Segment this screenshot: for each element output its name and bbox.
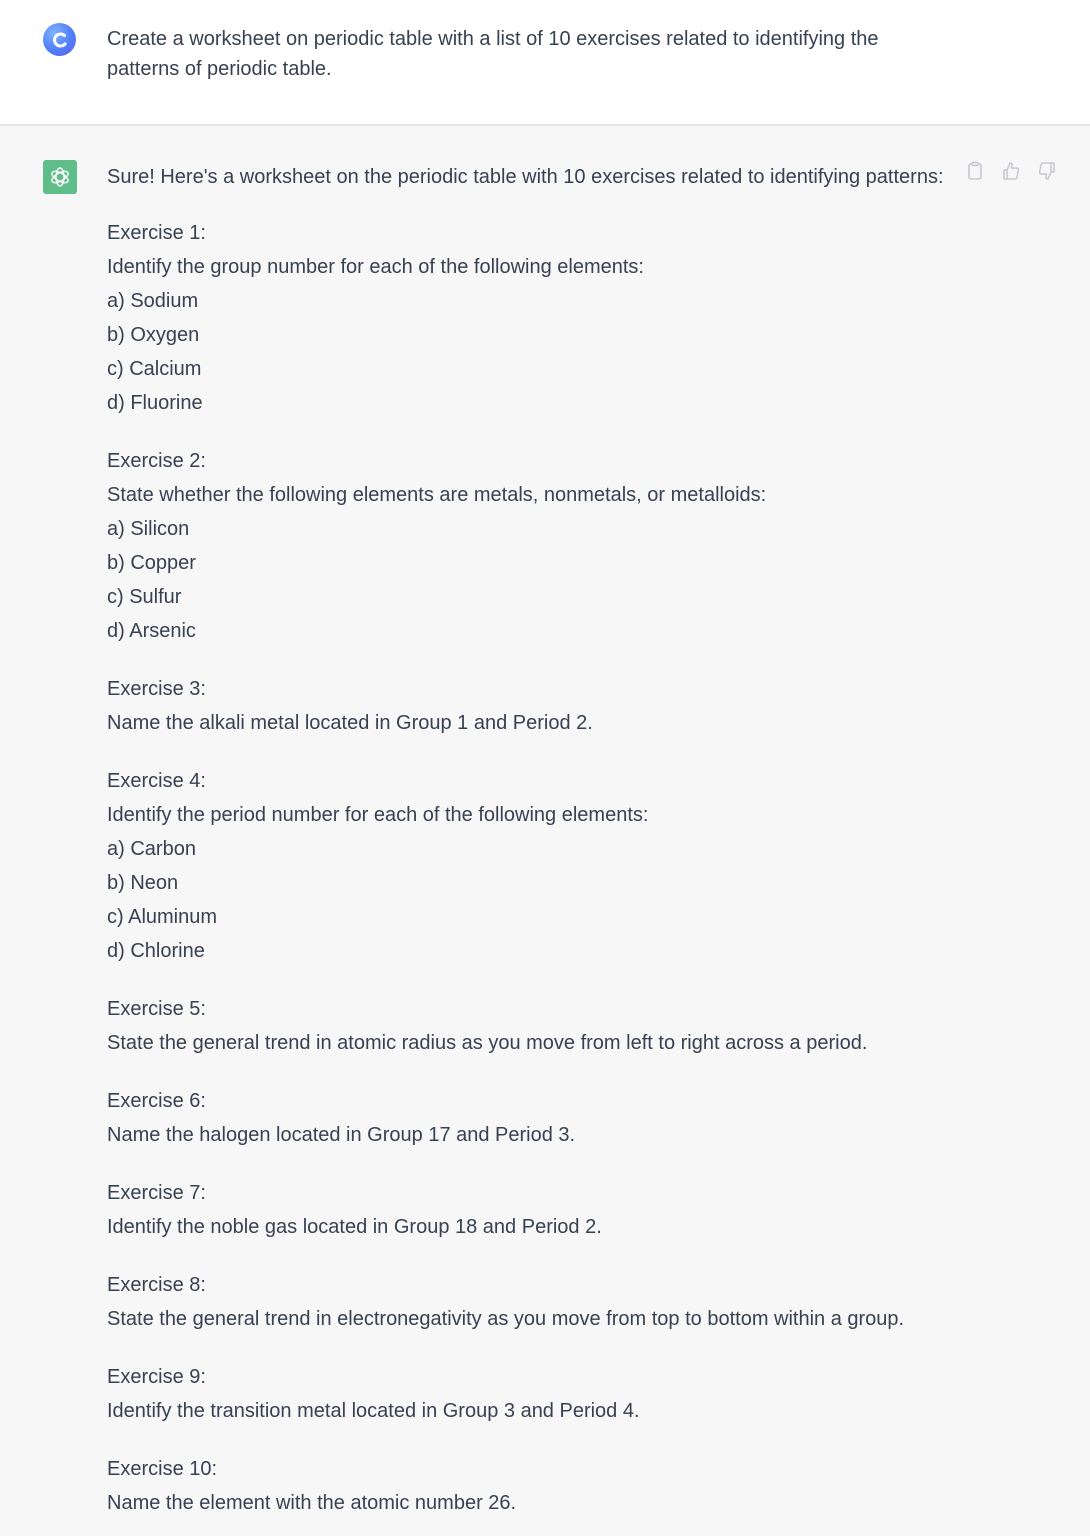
exercise-2 [107,444,957,648]
exercise-prompt: Identify the transition metal located in Group 3 and Period 4. [107,1400,640,1422]
exercise-item: c) Sulfur [107,586,182,608]
exercise-item: b) Copper [107,552,196,574]
exercise-prompt: Identify the group number for each of the following elements: [107,256,644,278]
exercise-title: Exercise 3: [107,678,206,700]
thumbs-up-button[interactable] [1000,160,1022,182]
exercise-prompt: Name the halogen located in Group 17 and Period 3. [107,1124,576,1146]
exercise-item: a) Sodium [107,290,199,312]
exercise-item: b) Neon [107,872,179,894]
exercise-prompt: Name the element with the atomic number 26. [107,1492,517,1514]
exercise-title: Exercise 9: [107,1366,206,1388]
exercise-9 [107,1360,957,1428]
exercise-5 [107,992,957,1060]
exercise-item: a) Carbon [107,838,196,860]
exercise-prompt: State the general trend in atomic radius as you move from left to right across a period. [107,1032,868,1054]
exercise-title: Exercise 2: [107,450,206,472]
chatgpt-avatar [43,160,77,194]
thumbs-down-icon [1037,161,1057,181]
exercise-10 [107,1452,957,1520]
exercise-prompt: State the general trend in electronegativity as you move from top to bottom within a group. [107,1308,905,1330]
exercise-3 [107,672,957,740]
exercise-title: Exercise 4: [107,770,206,792]
assistant-message-content [107,162,957,1536]
exercise-item: d) Arsenic [107,620,196,642]
user-message [0,0,1090,126]
exercise-item: c) Aluminum [107,906,218,928]
exercise-title: Exercise 8: [107,1274,206,1296]
exercise-6 [107,1084,957,1152]
exercise-1 [107,216,957,420]
thumbs-up-icon [1001,161,1021,181]
message-actions [964,160,1058,182]
user-avatar [43,23,76,56]
exercise-item: d) Chlorine [107,940,205,962]
clipboard-icon [966,161,984,181]
exercise-title: Exercise 10: [107,1458,218,1480]
exercise-7 [107,1176,957,1244]
assistant-intro: Sure! Here's a worksheet on the periodic table with 10 exercises related to identifying patterns: [107,166,944,188]
exercise-8 [107,1268,957,1336]
exercise-title: Exercise 1: [107,222,206,244]
exercise-title: Exercise 6: [107,1090,206,1112]
copy-button[interactable] [964,160,986,182]
exercise-title: Exercise 7: [107,1182,206,1204]
exercise-item: b) Oxygen [107,324,200,346]
exercise-item: c) Calcium [107,358,202,380]
exercise-item: a) Silicon [107,518,190,540]
thumbs-down-button[interactable] [1036,160,1058,182]
exercise-prompt: Identify the period number for each of the following elements: [107,804,649,826]
exercise-prompt: Name the alkali metal located in Group 1 and Period 2. [107,712,593,734]
exercise-item: d) Fluorine [107,392,203,414]
assistant-message [0,126,1090,1536]
exercise-title: Exercise 5: [107,998,206,1020]
user-avatar-c-icon [50,30,70,50]
exercise-4 [107,764,957,968]
openai-logo-icon [48,165,72,189]
exercise-prompt: State whether the following elements are metals, nonmetals, or metalloids: [107,484,767,506]
exercise-prompt: Identify the noble gas located in Group 18 and Period 2. [107,1216,602,1238]
user-message-text: Create a worksheet on periodic table with a list of 10 exercises related to identifying the patterns of periodic table. [107,28,879,80]
